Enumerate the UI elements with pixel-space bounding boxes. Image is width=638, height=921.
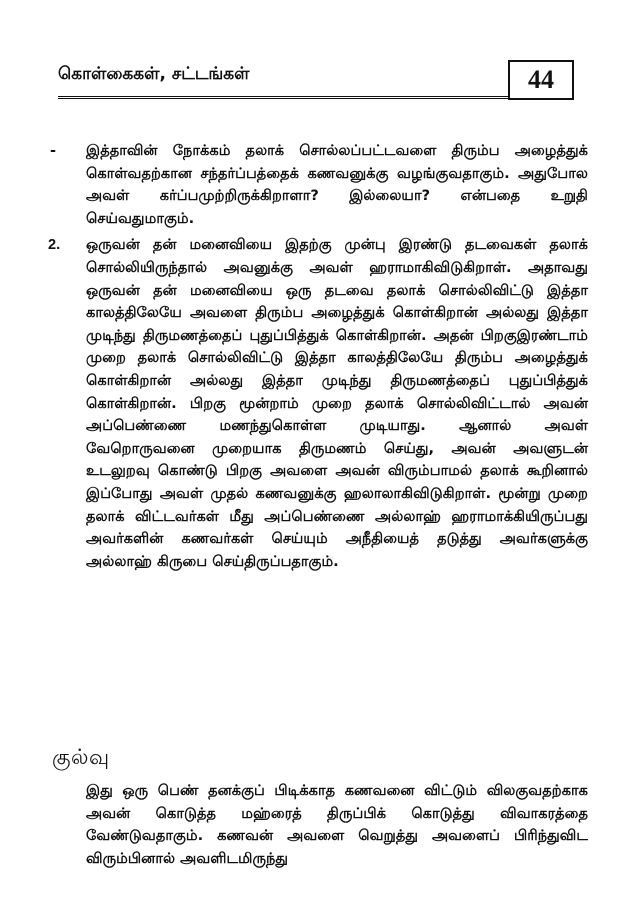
section-paragraph: இது ஒரு பெண் தனக்குப் பிடிக்காத கணவனை விட்டும் விலகுவதற்காக அவன் கொடுத்த மஹ்ரைத் திருப்பிக் கொடுத்து விவாகரத்தை வேண்டுவதாகும். கணவன் அவளை வெறுத்து அவளைப் பிரிந்துவிட விரும்பினால் அவளிடமிருந்து bbox=[86, 782, 588, 867]
number-marker: 2. bbox=[48, 237, 61, 254]
section-paragraph-block bbox=[86, 780, 588, 870]
chapter-title: கொள்கைகள், சட்டங்கள் bbox=[58, 64, 250, 84]
list-item bbox=[40, 234, 588, 573]
list-item-text: இத்தாவின் நோக்கம் தலாக் சொல்லப்பட்டவளை திரும்ப அழைத்துக் கொள்வதற்கான சந்தர்ப்பத்தைக் கணவனுக்கு வழங்குவதாகும். அதுபோல அவள் கர்ப்பமுற்றிருக்கிறாளா? இல்லையா? என்பதை உறுதி செய்வதுமாகும். bbox=[86, 142, 588, 227]
header-rule bbox=[58, 96, 508, 99]
page-number: 44 bbox=[508, 60, 574, 100]
dash-marker: - bbox=[50, 142, 57, 159]
main-text bbox=[40, 140, 588, 577]
section-heading: குல்வு bbox=[52, 745, 110, 769]
list-item bbox=[40, 140, 588, 230]
list-item-text: ஒருவன் தன் மனைவியை இதற்கு முன்பு இரண்டு தடவைகள் தலாக் சொல்லியிருந்தால் அவனுக்கு அவள் ஹராமாகிவிடுகிறாள். அதாவது ஒருவன் தன் மனைவியை ஒரு தடவை தலாக் சொல்லிவிட்டு இத்தா காலத்திலேயே அவளை திரும்ப அழைத்துக் கொள்கிறான் அல்லது இத்தா முடிந்து திருமணத்தைப் புதுப்பித்துக் கொள்கிறான். அதன் பிறகுஇரண்டாம் முறை தலாக் சொல்லிவிட்டு இத்தா காலத்திலேயே திரும்ப அழைத்துக் கொள்கிறான் அல்லது இத்தா முடிந்து திருமணத்தைப் புதுப்பித்துக் கொள்கிறான். பிறகு மூன்றாம் முறை தலாக் சொல்லிவிட்டால் அவன் அப்பெண்ணை மணந்துகொள்ள முடியாது. ஆனால் அவள் வேறொருவனை முறையாக திருமணம் செய்து, அவன் அவளுடன் உடலுறவு கொண்டு பிறகு அவளை அவன் விரும்பாமல் தலாக் கூறினால் இப்போது அவள் முதல் கணவனுக்கு ஹலாலாகிவிடுகிறாள். மூன்று முறை தலாக் விட்டவர்கள் மீது அப்பெண்ணை அல்லாஹ் ஹராமாக்கியிருப்பது அவர்களின் கணவர்கள் செய்யும் அநீதியைத் தடுத்து அவர்களுக்கு அல்லாஹ் கிருபை செய்திருப்பதாகும். bbox=[86, 236, 588, 570]
page-header bbox=[58, 60, 578, 106]
